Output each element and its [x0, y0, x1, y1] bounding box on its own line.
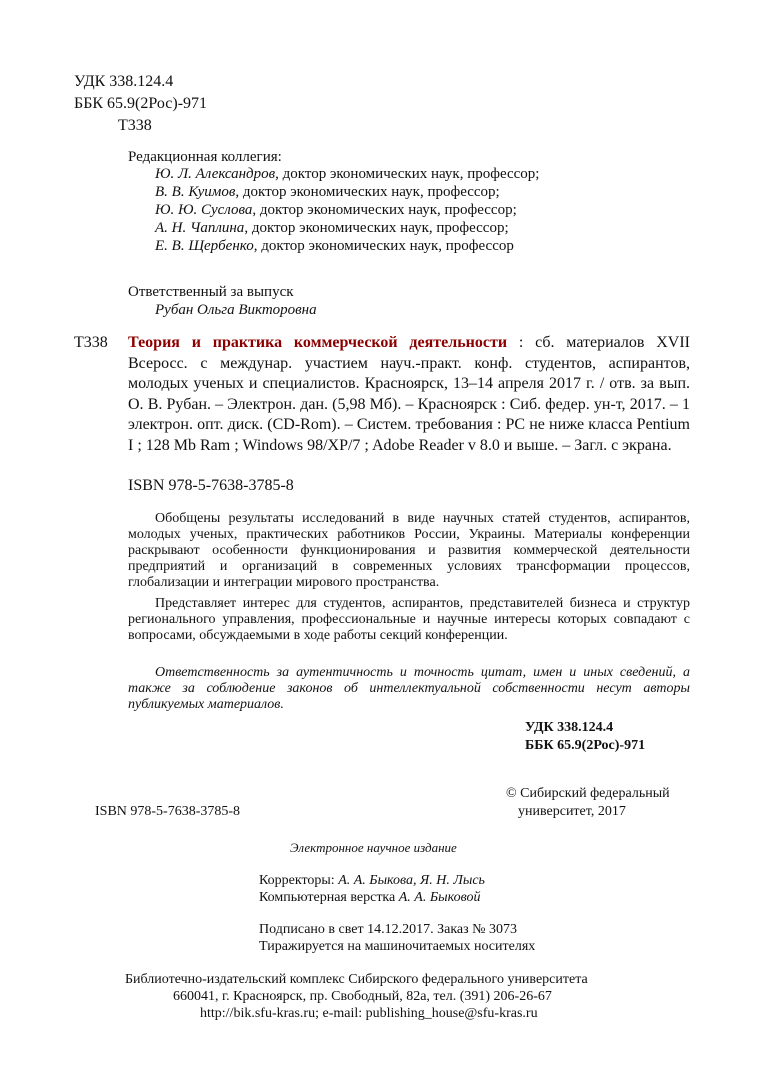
publisher-name: Библиотечно-издательский комплекс Сибирского федерального университета — [125, 972, 588, 987]
annotation-paragraph-1: Обобщены результаты исследований в виде научных статей студентов, аспирантов, молодых ученых, практических работников России, Украины. Материалы конференции раскрывают особенности функционирования и развития коммерческой деятельности предприятий и организаций в современных условиях трансформации процессов, глобализации и интеграции мирового пространства. — [128, 511, 690, 590]
disclaimer: Ответственность за аутентичность и точность цитат, имен и иных сведений, а также за соблюдение законов об интеллектуальной собственности несут авторы публикуемых материалов. — [128, 665, 690, 712]
bottom-bbk-code: ББК 65.9(2Рос)-971 — [525, 738, 646, 753]
editorial-board-heading: Редакционная коллегия: — [128, 149, 282, 165]
bbk-code: ББК 65.9(2Рос)-971 — [74, 95, 208, 112]
publisher-web: http://bik.sfu-kras.ru; e-mail: publishing_house@sfu-kras.ru — [200, 1006, 538, 1021]
isbn: ISBN 978-5-7638-3785-8 — [128, 477, 294, 494]
edition-type: Электронное научное издание — [290, 840, 457, 855]
editorial-member: Ю. Л. Александров, доктор экономических наук, профессор; — [155, 166, 540, 182]
udk-code: УДК 338.124.4 — [74, 73, 174, 90]
bibliographic-record — [128, 333, 690, 456]
editorial-member: А. Н. Чаплина, доктор экономических наук, профессор; — [155, 220, 509, 236]
record-mark: Т338 — [74, 334, 108, 351]
bottom-udk-code: УДК 338.124.4 — [525, 720, 614, 735]
editorial-member: Ю. Ю. Суслова, доктор экономических наук, профессор; — [155, 202, 517, 218]
copyright-line-1: © Сибирский федеральный — [506, 786, 670, 801]
signed-line: Подписано в свет 14.12.2017. Заказ № 3073 — [259, 922, 518, 937]
annotation-paragraph-2: Представляет интерес для студентов, аспирантов, представителей бизнеса и структур регионального управления, профессиональные и научные интересы которых совпадают с вопросами, обсуждаемыми в ходе работы секций конференции. — [128, 596, 690, 643]
copyright-isbn: ISBN 978-5-7638-3785-8 — [95, 804, 241, 819]
proofreaders: Корректоры: А. А. Быкова, Я. Н. Лысь — [259, 873, 485, 888]
media-line: Тиражируется на машиночитаемых носителях — [259, 939, 536, 954]
publisher-address: 660041, г. Красноярск, пр. Свободный, 82а, тел. (391) 206-26-67 — [173, 989, 552, 1004]
layout-credit: Компьютерная верстка А. А. Быковой — [259, 890, 481, 905]
book-title: Теория и практика коммерческой деятельности — [128, 334, 508, 351]
responsible-label: Ответственный за выпуск — [128, 284, 294, 300]
editorial-member: В. В. Куимов, доктор экономических наук, профессор; — [155, 184, 500, 200]
editorial-member: Е. В. Щербенко, доктор экономических наук, профессор — [155, 238, 514, 254]
responsible-name: Рубан Ольга Викторовна — [155, 302, 317, 318]
record-body: : сб. материалов XVII Всеросс. с междунар. участием науч.-практ. конф. студентов, аспирантов, молодых ученых и специалистов. Красноярск, 13–14 апреля 2017 г. / отв. за вып. О. В. Рубан. – Электрон. дан. (5,98 Мб). – Красноярск : Сиб. федер. ун-т, 2017. – 1 электрон. опт. диск. (CD-Rom). – Систем. требования : PC не ниже класса Pentium I ; 128 Mb Ram ; Windows 98/XP/7 ; Adobe Reader v 8.0 и выше. – Загл. с экрана. — [128, 334, 690, 454]
copyright-line-2: университет, 2017 — [518, 804, 626, 819]
author-mark: Т338 — [118, 117, 152, 134]
